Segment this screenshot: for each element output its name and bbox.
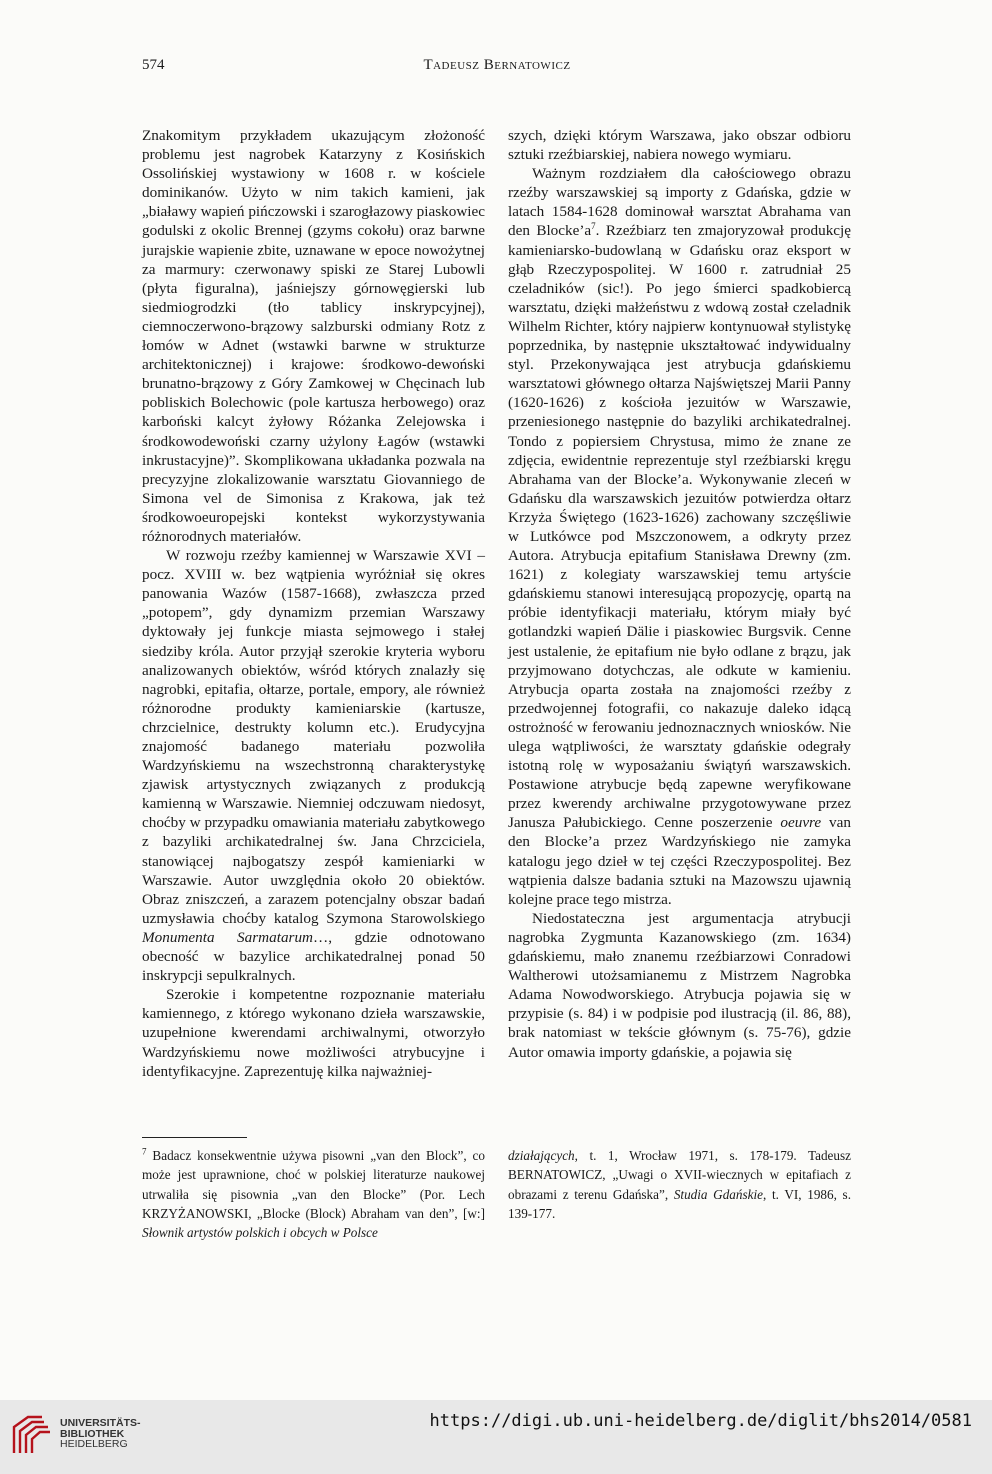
text-run: …, gdzie odnotowano obecność w bazylice archikatedralnej ponad 50 inskrypcji sepulkralnych. [142,928,485,985]
library-name[interactable] [60,1418,141,1450]
left-column [142,126,485,1081]
text-run: , t. 1, Wrocław 1971, s. 178-179. Tadeusz BERNATOWICZ, „Uwagi o XVII-wiecznych w epitafiach z obrazami z terenu Gdańska”, [508,1148,851,1202]
footnote-number: 7 [142,1146,147,1157]
italic-term: oeuvre [780,814,822,832]
italic-title: działających [508,1148,575,1163]
library-name-line: UNIVERSITÄTS- [60,1417,141,1429]
right-column [508,126,851,1062]
paragraph: Znakomitym przykładem ukazującym złożoność problemu jest nagrobek Katarzyny z Kosińskich Ossolińskiej wystawiony w 1608 r. w kościele dominikanów. Użyto w nim takich kamieni, jak „białawy wapień pińczowski i szarogłazowy piaskowiec godulski z okolic Brennej (gzyms cokołu) oraz barwne jurajskie wapienie zbite, uznawane w epoce nowożytnej za marmury: czerwonawy spiski ze Starej Lubowli (płyta figuralna), jaśniejszy górnowęgierski lub siedmiogrodzki (tło tablicy inskrypcyjnej), ciemnoczerwono-brązowy salzburski odmiany Rotz z łomów w Adnet (wstawki barwne w strukturze architektonicznej) i krajowe: środkowo-dewoński brunatno-brązowy z Góry Zamkowej w Chęcinach lub pobliskich Bolechowic (pole kartusza herbowego) oraz karboński kalcyt żyłowy Różanka Zelejowska i środkowodewoński czarny użylony Łagów (wstawki inkrustacyjne)”. Skomplikowana układanka pozwala na precyzyjne zlokalizowanie warsztatu Giovanniego de Simona vel de Simonisa z Krakowa, jak też środkowoeuropejski kontekst wykorzystywania różnorodnych materiałów. [142,127,485,545]
text-run: Badacz konsekwentnie używa pisowni „van den Block”, co może jest uprawnione, choć w polskiej literaturze naukowej utrwaliła się pisownia „van den Blocke” (Por. Lech KRZYŻANOWSKI, „Blocke (Block) Abraham van den”, [w:] [142,1148,485,1221]
footnote-ref[interactable]: 7 [591,221,596,232]
paragraph: szych, dzięki którym Warszawa, jako obszar odbioru sztuki rzeźbiarskiej, nabiera nowego wymiaru. [508,127,851,164]
italic-title: Monumenta Sarmatarum [142,928,314,946]
running-header [142,57,852,79]
page-number: 574 [142,57,165,73]
permalink-url[interactable]: https://digi.ub.uni-heidelberg.de/diglit/bhs2014/0581 [429,1411,972,1431]
paragraph [508,164,851,909]
library-name-line: BIBLIOTHEK [60,1427,125,1440]
library-logo-icon [10,1413,54,1459]
italic-title: Słownik artystów polskich i obcych w Polsce [142,1225,378,1241]
text-run: van den Blocke’a przez Wardzyńskiego nie zamyka katalogu jego dzieł w tej części Rzeczypospolitej. Bez wątpienia dalsze badania sztuki na Mazowszu ujawnią kolejne prace tego mistrza. [508,814,851,908]
text-run: . Rzeźbiarz ten zmajoryzował produkcję kamieniarsko-budowlaną w Gdańsku oraz eksport w głąb Rzeczypospolitej. W 1600 r. zatrudniał 25 czeladników (sic!). Po jego śmierci spadkobiercą warsztatu, dzięki małżeństwu z wdową został czeladnik Wilhelm Richter, który najpierw kontynuował stylistykę poprzednika, by następnie ukształtować indywidualny styl. Przekonywająca jest atrybucja gdańskiemu warsztatowi głównego ołtarza Najświętszej Marii Panny (1620-1626) z kościoła jezuitów w Warszawie, przeniesionego następnie do bazyliki archikatedralnej. Tondo z popiersiem Chrystusa, mimo że znane ze zdjęcia, ewidentnie reprezentuje styl rzeźbiarski kręgu Abrahama van der Blocke’a. Wykonywanie zleceń w Gdańsku dla warszawskich jezuitów potwierdza ołtarz Krzyża Świętego (1623-1626) zachowany szczęśliwie w Lutkówce pod Mszczonowem, a odkryty przez Autora. Atrybucja epitafium Stanisława Drewny (zm. 1621) z kolegiaty warszawskiej temu artyście gdańskiemu stanowi interesującą propozycję, opartą na próbie identyfikacji materiału, którym miały być gotlandzki wapień Dälie i piaskowiec Burgsvik. Cenne jest ustalenie, że epitafium nie było odlane z brązu, jak przyjmowano dotychczas, ale odkute w kamieniu. Atrybucja oparta została na znajomości rzeźby z przedwojennej fotografii, co nakazuje daleko idącą ostrożność w ferowaniu jednoznacznych wniosków. Nie ulega wątpliwości, że warsztaty gdańskie odegrały istotną rolę w wyposażaniu świątyń warszawskich. Postawione atrybucje będą zapewne weryfikowane przez kwerendy archiwalne przygotowywane przez Janusza Pałubickiego. Cenne poszerzenie [508,222,851,832]
paragraph: Niedostateczna jest argumentacja atrybucji nagrobka Zygmunta Kazanowskiego (zm. 1634) gdańskiemu, mało znanemu rzeźbiarzowi Conradowi Waltherowi utożsamianemu z Mistrzem Nagrobka Adama Nowodworskiego. Atrybucja pojawia się w przypisie (s. 84) i w podpisie pod ilustracją (il. 86, 88), brak natomiast w tekście głównym (s. 75-76), gdzie Autor omawia importy gdańskie, a pojawia się [508,909,851,1061]
footnote-left [142,1146,485,1242]
footnote-rule [142,1137,247,1138]
text-run: Ważnym rozdziałem dla całościowego obrazu rzeźby warszawskiej są importy z Gdańska, gdzie w latach 1584-1628 dominował warsztat Abrahama van den Blocke’a [508,165,851,240]
text-run: W rozwoju rzeźby kamiennej w Warszawie XVI – pocz. XVIII w. bez wątpienia wyróżniał się okres panowania Wazów (1587-1668), zwłaszcza przed „potopem”, gdy dynamizm przemian Warszawy dyktowały jej funkcje miasta sejmowego i stałej siedziby króla. Autor przyjął szerokie kryteria wyboru analizowanych obiektów, wśród których znalazły się nagrobki, epitafia, ołtarze, portale, empory, ale również różnorodne produkty kamieniarskie (kartusze, chrzcielnice, destrukty kolumn etc.). Erudycyjna znajomość badanego materiału pozwoliła Wardzyńskiemu na wszechstronną charakterystykę zjawisk artystycznych związanych z produkcją kamienną w Warszawie. Niemniej odczuwam niedosyt, choćby w przypadku omawiania materiału zabytkowego z bazyliki archikatedralnej św. Jana Chrzciciela, stanowiącej najbogatszy zespół kamieniarki w Warszawie. Autor uwzględnia około 20 obiektów. Obraz zniszczeń, a zarazem potencjalny obszar badań uzmysławia choćby katalog Szymona Starowolskiego [142,547,485,927]
italic-title: Studia Gdańskie [673,1186,763,1202]
running-head-author: Tadeusz Bernatowicz [423,57,571,73]
text-run: , t. VI, 1986, s. 139-177. [508,1186,851,1221]
paragraph [142,546,485,985]
paragraph: Szerokie i kompetentne rozpoznanie materiału kamiennego, z którego wykonano dzieła warszawskie, uzupełnione kwerendami archiwalnymi, otworzyło Wardzyńskiemu nowe możliwości atrybucyjne i identyfikacyjne. Zaprezentuję kilka najważniej- [142,986,485,1080]
library-name-line: HEIDELBERG [60,1438,128,1450]
footnote-right [508,1146,851,1223]
